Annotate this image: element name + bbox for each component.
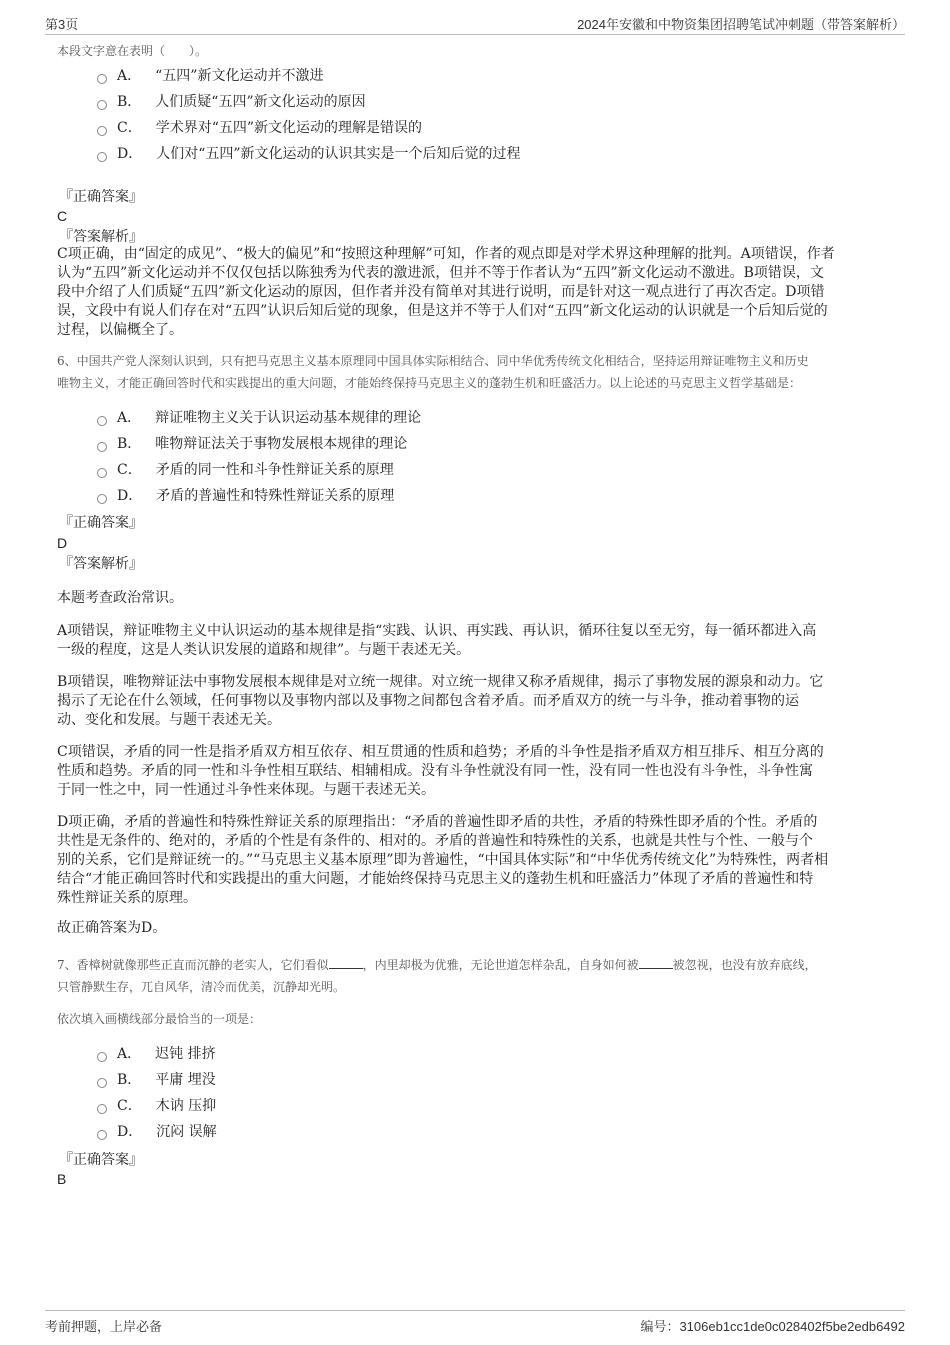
q6-analysis-intro: 本题考查政治常识。 — [57, 590, 183, 606]
q7-prompt: 依次填入画横线部分最恰当的一项是： — [57, 1012, 262, 1026]
page-number: 第3页 — [45, 17, 79, 32]
q5-analysis-tag: 『答案解析』 — [59, 229, 143, 245]
q6-analysis-d: D项正确，矛盾的普遍性和特殊性辩证关系的原理指出：“矛盾的普遍性即矛盾的共性，矛盾的特殊性即矛盾的个性。矛盾的 共性是无条件的、绝对的，矛盾的个性是有条件的、相对的。矛盾的普遍性和特殊性的关系，也就是共性与个性、一般与个 别的关系，它们是辩证统一的。”“马克思主义基本原理”即为普遍性，“中国具体实际”和“中华优秀传统文化”为特殊性，两者相 结合“才能正确回答时代和实践提出的重大问题，才能始终保持马克思主义的蓬勃生机和旺盛活力”体现了矛盾的普遍性和特 殊性辩证关系的原理。 — [57, 814, 829, 906]
q6-analysis-a: A项错误，辩证唯物主义中认识运动的基本规律是指“实践、认识、再实践、再认识，循环往复以至无穷，每一循环都进入高 一级的程度，这是人类认识发展的道路和规律”。与题干表述无关。 — [57, 623, 817, 658]
q6-conclusion: 故正确答案为D。 — [57, 920, 167, 936]
q5-analysis: C项正确，由“固定的成见”、“极大的偏见”和“按照这种理解”可知，作者的观点即是对学术界这种理解的批判。A项错误，作者 认为“五四”新文化运动并不仅仅包括以陈独秀为代表的激进派，但并不等于作者认为“五四”新文化运动不激进。B项错误，文 段中介绍了人们质疑“五四”新文化运动的原因，但作者并没有简单对其进行说明，而是针对这一观点进行了再次否定。D项错 误，文段中有说人们存在对“五四”认识后知后觉的现象，但是这并不等于人们对“五四”新文化运动的认识就是一个后知后觉的 过程，以偏概全了。 — [57, 246, 835, 338]
radio-icon[interactable] — [97, 126, 107, 136]
radio-icon[interactable] — [97, 152, 107, 162]
q6-option-d[interactable]: D． 矛盾的普遍性和特殊性辩证关系的原理 — [97, 483, 421, 509]
q6-options — [97, 405, 421, 509]
document-title: 2024年安徽和中物资集团招聘笔试冲刺题（带答案解析） — [577, 17, 905, 32]
fill-blank — [639, 956, 673, 969]
q5-option-c[interactable]: C． 学术界对“五四”新文化运动的理解是错误的 — [97, 115, 521, 141]
q5-options — [97, 63, 521, 167]
q5-option-a[interactable]: A． “五四”新文化运动并不激进 — [97, 63, 521, 89]
q5-option-d[interactable]: D． 人们对“五四”新文化运动的认识其实是一个后知后觉的过程 — [97, 141, 521, 167]
page-footer — [45, 1310, 905, 1333]
document-id: 编号：3106eb1cc1de0c028402f5be2edb6492 — [640, 1319, 905, 1334]
radio-icon[interactable] — [97, 1130, 107, 1140]
q5-answer: C — [57, 208, 68, 224]
q6-stem: 6、中国共产党人深刻认识到，只有把马克思主义基本原理同中国具体实际相结合、同中华优秀传统文化相结合，坚持运用辩证唯物主义和历史 唯物主义，才能正确回答时代和实践提出的重大问题，才能始终保持马克思主义的蓬勃生机和旺盛活力。以上论述的马克思主义哲学基础是： — [57, 354, 809, 390]
radio-icon[interactable] — [97, 74, 107, 84]
radio-icon[interactable] — [97, 100, 107, 110]
q7-options — [97, 1041, 217, 1145]
page-header — [45, 14, 905, 35]
radio-icon[interactable] — [97, 416, 107, 426]
footer-slogan: 考前押题，上岸必备 — [45, 1319, 163, 1334]
q6-analysis-c: C项错误，矛盾的同一性是指矛盾双方相互依存、相互贯通的性质和趋势；矛盾的斗争性是指矛盾双方相互排斥、相互分离的 性质和趋势。矛盾的同一性和斗争性相互联结、相辅相成。没有斗争性就没有同一性，没有同一性也没有斗争性，斗争性寓 于同一性之中，同一性通过斗争性来体现。与题干表述无关。 — [57, 744, 824, 798]
q5-stem: 本段文字意在表明（ ）。 — [57, 44, 208, 58]
q6-analysis-tag: 『答案解析』 — [59, 556, 143, 572]
q7-stem: 7、香樟树就像那些正直而沉静的老实人，它们看似 ，内里却极为优雅，无论世道怎样杂乱，自身如何被 被忽视，也没有放弃底线， 只管静默生存，兀自风华，清冷而优美，沉静却光明。 — [57, 958, 817, 994]
fill-blank — [329, 956, 363, 969]
radio-icon[interactable] — [97, 1052, 107, 1062]
q6-option-c[interactable]: C． 矛盾的同一性和斗争性辩证关系的原理 — [97, 457, 421, 483]
radio-icon[interactable] — [97, 1078, 107, 1088]
radio-icon[interactable] — [97, 494, 107, 504]
radio-icon[interactable] — [97, 442, 107, 452]
q7-option-a[interactable]: A． 迟钝 排挤 — [97, 1041, 217, 1067]
q6-answer: D — [57, 535, 68, 551]
q7-answer-tag: 『正确答案』 — [59, 1152, 143, 1168]
q5-answer-tag: 『正确答案』 — [59, 189, 143, 205]
radio-icon[interactable] — [97, 468, 107, 478]
q5-option-b[interactable]: B． 人们质疑“五四”新文化运动的原因 — [97, 89, 521, 115]
radio-icon[interactable] — [97, 1104, 107, 1114]
q7-option-b[interactable]: B． 平庸 埋没 — [97, 1067, 217, 1093]
q6-answer-tag: 『正确答案』 — [59, 515, 143, 531]
q6-option-b[interactable]: B． 唯物辩证法关于事物发展根本规律的理论 — [97, 431, 421, 457]
q6-option-a[interactable]: A． 辩证唯物主义关于认识运动基本规律的理论 — [97, 405, 421, 431]
q7-option-d[interactable]: D． 沉闷 误解 — [97, 1119, 217, 1145]
q6-analysis-b: B项错误，唯物辩证法中事物发展根本规律是对立统一规律。对立统一规律又称矛盾规律，揭示了事物发展的源泉和动力。它 揭示了无论在什么领域，任何事物以及事物内部以及事物之间都包含着矛盾。而矛盾双方的统一与斗争，推动着事物的运 动、变化和发展。与题干表述无关。 — [57, 674, 824, 728]
q7-option-c[interactable]: C． 木讷 压抑 — [97, 1093, 217, 1119]
q7-answer: B — [57, 1171, 67, 1187]
